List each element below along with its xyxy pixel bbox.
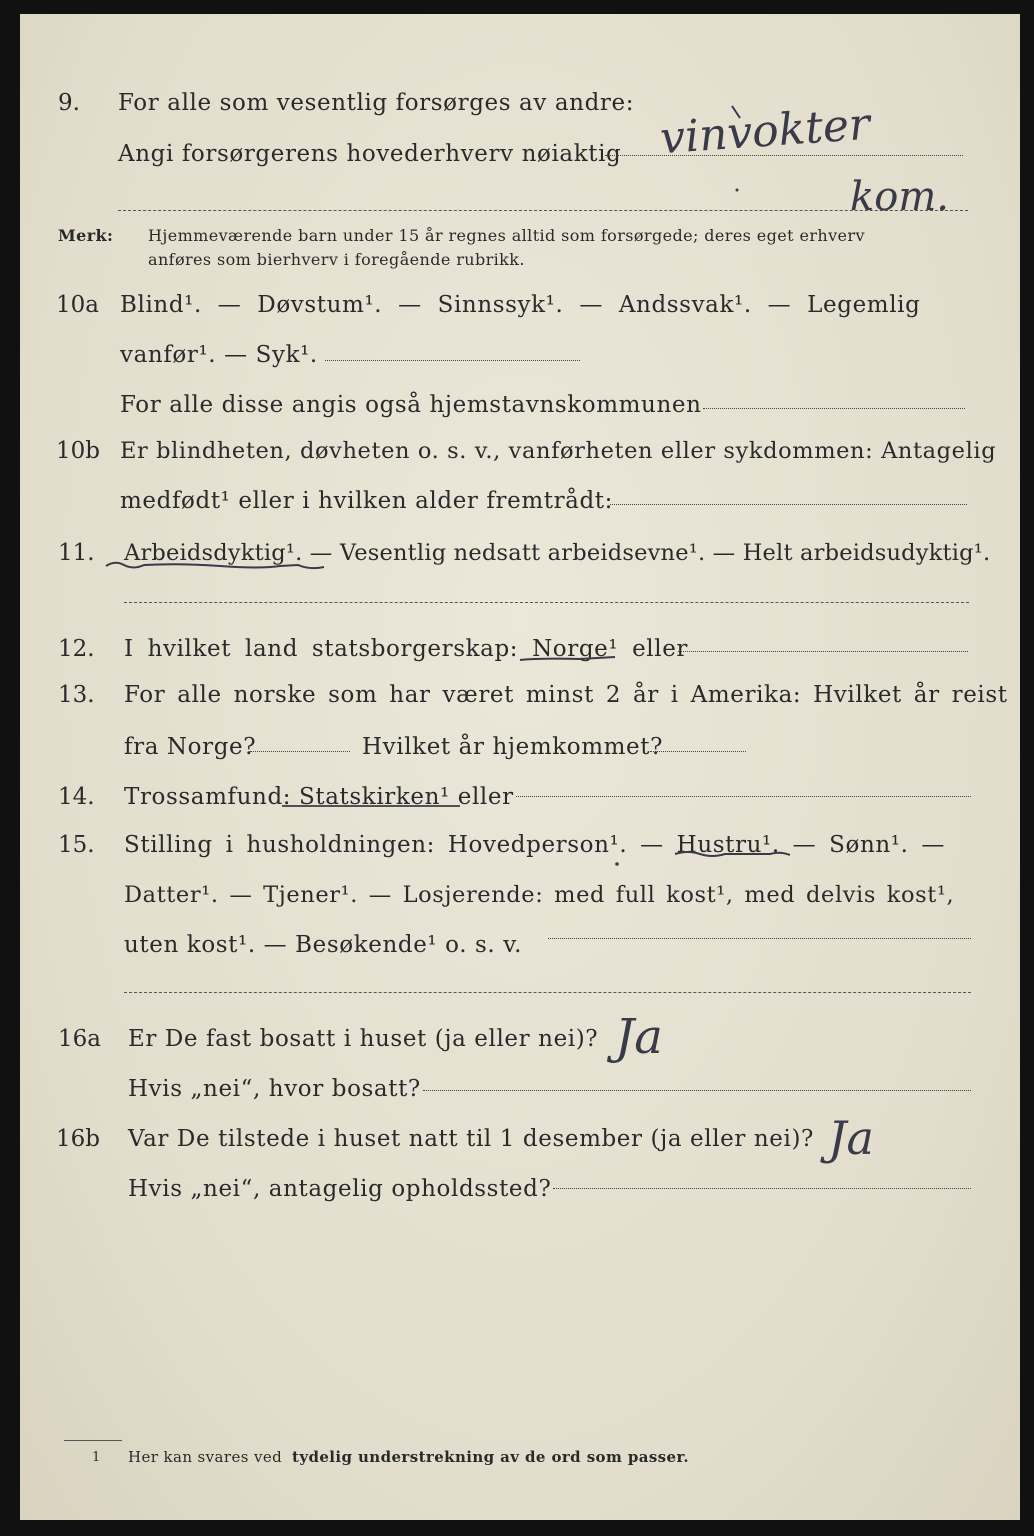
q15-line2: Datter¹. — Tjener¹. — Losjerende: med full kost¹, med delvis kost¹, — [124, 882, 955, 908]
q16b-line1: Var De tilstede i huset natt til 1 desember (ja eller nei)? — [128, 1126, 814, 1152]
q12-number: 12. — [58, 636, 95, 662]
q11-number: 11. — [58, 540, 95, 566]
q13-line1: For alle norske som har været minst 2 år i Amerika: Hvilket år reist — [124, 682, 1008, 708]
ink-dot — [615, 862, 619, 866]
q10b-line1: Er blindheten, døvheten o. s. v., vanførheten eller sykdommen: Antagelig — [120, 438, 997, 464]
q9-handwritten-answer: vinvokter — [658, 98, 872, 165]
q16b-handwritten-answer: Ja — [828, 1111, 874, 1165]
q16a-line1: Er De fast bosatt i huset (ja eller nei)? — [128, 1026, 599, 1052]
underline-arbeidsdyktig — [106, 563, 324, 568]
q16a-number: 16a — [58, 1026, 101, 1052]
q13-line2a: fra Norge? — [124, 734, 257, 760]
q14-number: 14. — [58, 784, 95, 810]
merk-line1: Hjemmeværende barn under 15 år regnes alltid som forsørgede; deres eget erhverv — [148, 226, 865, 245]
q16b-line2: Hvis „nei“, antagelig opholdssted? — [128, 1176, 552, 1202]
q16a-line2: Hvis „nei“, hvor bosatt? — [128, 1076, 421, 1102]
q9-line1: For alle som vesentlig forsørges av andre: — [118, 90, 635, 116]
q9-answer-tick — [732, 106, 740, 118]
footnote-text-bold: tydelig understrekning av de ord som passer. — [292, 1448, 690, 1466]
q9-number: 9. — [58, 90, 80, 116]
q10b-line2: medfødt¹ eller i hvilken alder fremtrådt: — [120, 488, 613, 514]
q9-line2: Angi forsørgerens hovederhverv nøiaktig — [118, 141, 622, 167]
q16b-number: 16b — [56, 1126, 100, 1152]
footnote-marker: 1 — [92, 1450, 101, 1465]
q16a-handwritten-answer: Ja — [615, 1009, 663, 1065]
q10a-number: 10a — [56, 292, 99, 318]
q11-line1: Arbeidsdyktig¹. — Vesentlig nedsatt arbeidsevne¹. — Helt arbeidsudyktig¹. — [124, 540, 991, 566]
q10a-line2: vanfør¹. — Syk¹. — [120, 342, 318, 368]
q15-number: 15. — [58, 832, 95, 858]
q14-line1: Trossamfund: Statskirken¹ eller — [124, 784, 514, 810]
ink-dot — [736, 189, 739, 192]
q12-line1: I hvilket land statsborgerskap: Norge¹ eller — [124, 636, 689, 662]
merk-line2: anføres som bierhverv i foregående rubrikk. — [148, 250, 525, 269]
q13-number: 13. — [58, 682, 95, 708]
q15-line1: Stilling i husholdningen: Hovedperson¹. — Hustru¹. — Sønn¹. — — [124, 832, 946, 858]
merk-label: Merk: — [58, 226, 114, 245]
census-form-page — [20, 14, 1020, 1520]
underline-norge — [520, 657, 615, 660]
q13-line2b: Hvilket år hjemkommet? — [362, 734, 664, 760]
q10a-line1: Blind¹. — Døvstum¹. — Sinnssyk¹. — Andssvak¹. — Legemlig — [120, 292, 921, 318]
q9-handwritten-answer-2: kom. — [850, 174, 949, 220]
q15-line3: uten kost¹. — Besøkende¹ o. s. v. — [124, 932, 523, 958]
underline-hustru — [675, 852, 790, 856]
footnote-text-plain: Her kan svares ved — [128, 1448, 283, 1466]
handwritten-underlines — [20, 14, 1020, 1520]
q10a-line3: For alle disse angis også hjemstavnskommunen — [120, 392, 702, 418]
q10b-number: 10b — [56, 438, 100, 464]
